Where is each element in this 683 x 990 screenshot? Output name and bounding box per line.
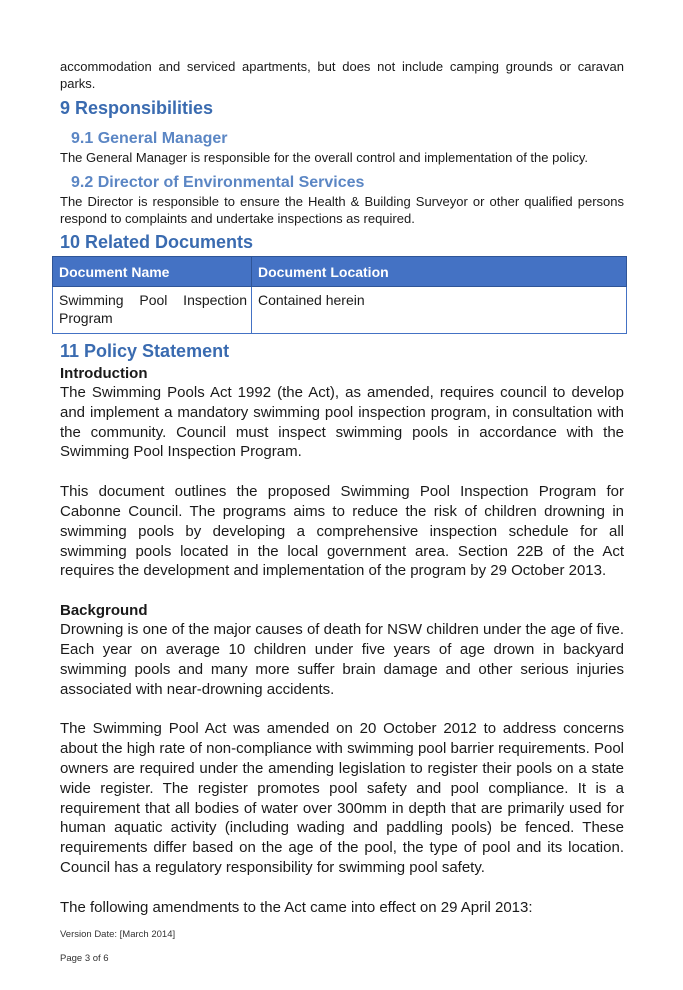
intro-continuation-text: accommodation and serviced apartments, but does not include camping grounds or caravan parks. (60, 59, 624, 91)
table-header-document-location: Document Location (252, 257, 627, 287)
section-9-heading: 9 Responsibilities (60, 98, 214, 118)
amendments-intro-text: The following amendments to the Act came into effect on 29 April 2013: (60, 898, 533, 916)
background-paragraph-1: Drowning is one of the major causes of death for NSW children under the age of five. Each year on average 10 children under five years of age drown in backyard swimming pools and many more suffer brain damage and other serious injuries associated with near-drowning accidents. (60, 621, 624, 698)
table-cell-document-name: Swimming Pool Inspection Program (53, 287, 252, 334)
section-10-heading: 10 Related Documents (60, 232, 254, 252)
introduction-subheading: Introduction (60, 365, 148, 382)
policy-paragraph-1: The Swimming Pools Act 1992 (the Act), as amended, requires council to develop and implement a mandatory swimming pool inspection program, in consultation with the community. Council must inspect swimming pools in accordance with the Swimming Pool Inspection Program. (60, 384, 624, 461)
general-manager-text: The General Manager is responsible for the overall control and implementation of the policy. (60, 150, 588, 165)
background-paragraph-2: The Swimming Pool Act was amended on 20 October 2012 to address concerns about the high rate of non-compliance with swimming pool barrier requirements. Pool owners are required under the amending legislation to register their pools on a state wide register. The register promotes pool safety and pool compliance. It is a requirement that all bodies of water over 300mm in depth that are primarily used for human aquatic activity (including wading and paddling pools) be fenced. These requirements differ based on the age of the pool, the type of pool and its location. Council has a regulatory responsibility for swimming pool safety. (60, 720, 624, 876)
document-page (60, 58, 624, 918)
table-header-document-name: Document Name (53, 257, 252, 287)
table-cell-document-location: Contained herein (252, 287, 627, 334)
table-header-row (53, 257, 627, 287)
page-number-footer: Page 3 of 6 (60, 953, 109, 964)
section-9-1-heading: 9.1 General Manager (71, 130, 228, 147)
section-9-2-heading: 9.2 Director of Environmental Services (71, 174, 365, 191)
table-row (53, 287, 627, 334)
director-text: The Director is responsible to ensure the Health & Building Surveyor or other qualified persons respond to complaints and undertake inspections as required. (60, 194, 624, 226)
version-date-footer: Version Date: [March 2014] (60, 929, 176, 940)
policy-paragraph-2: This document outlines the proposed Swimming Pool Inspection Program for Cabonne Council. The programs aims to reduce the risk of children drowning in swimming pools by developing a comprehensive inspection schedule for all swimming pools located in the local government area. Section 22B of the Act requires the development and implementation of the program by 29 October 2013. (60, 483, 624, 580)
related-documents-table (52, 256, 627, 334)
section-11-heading: 11 Policy Statement (60, 341, 230, 361)
background-subheading: Background (60, 602, 148, 620)
